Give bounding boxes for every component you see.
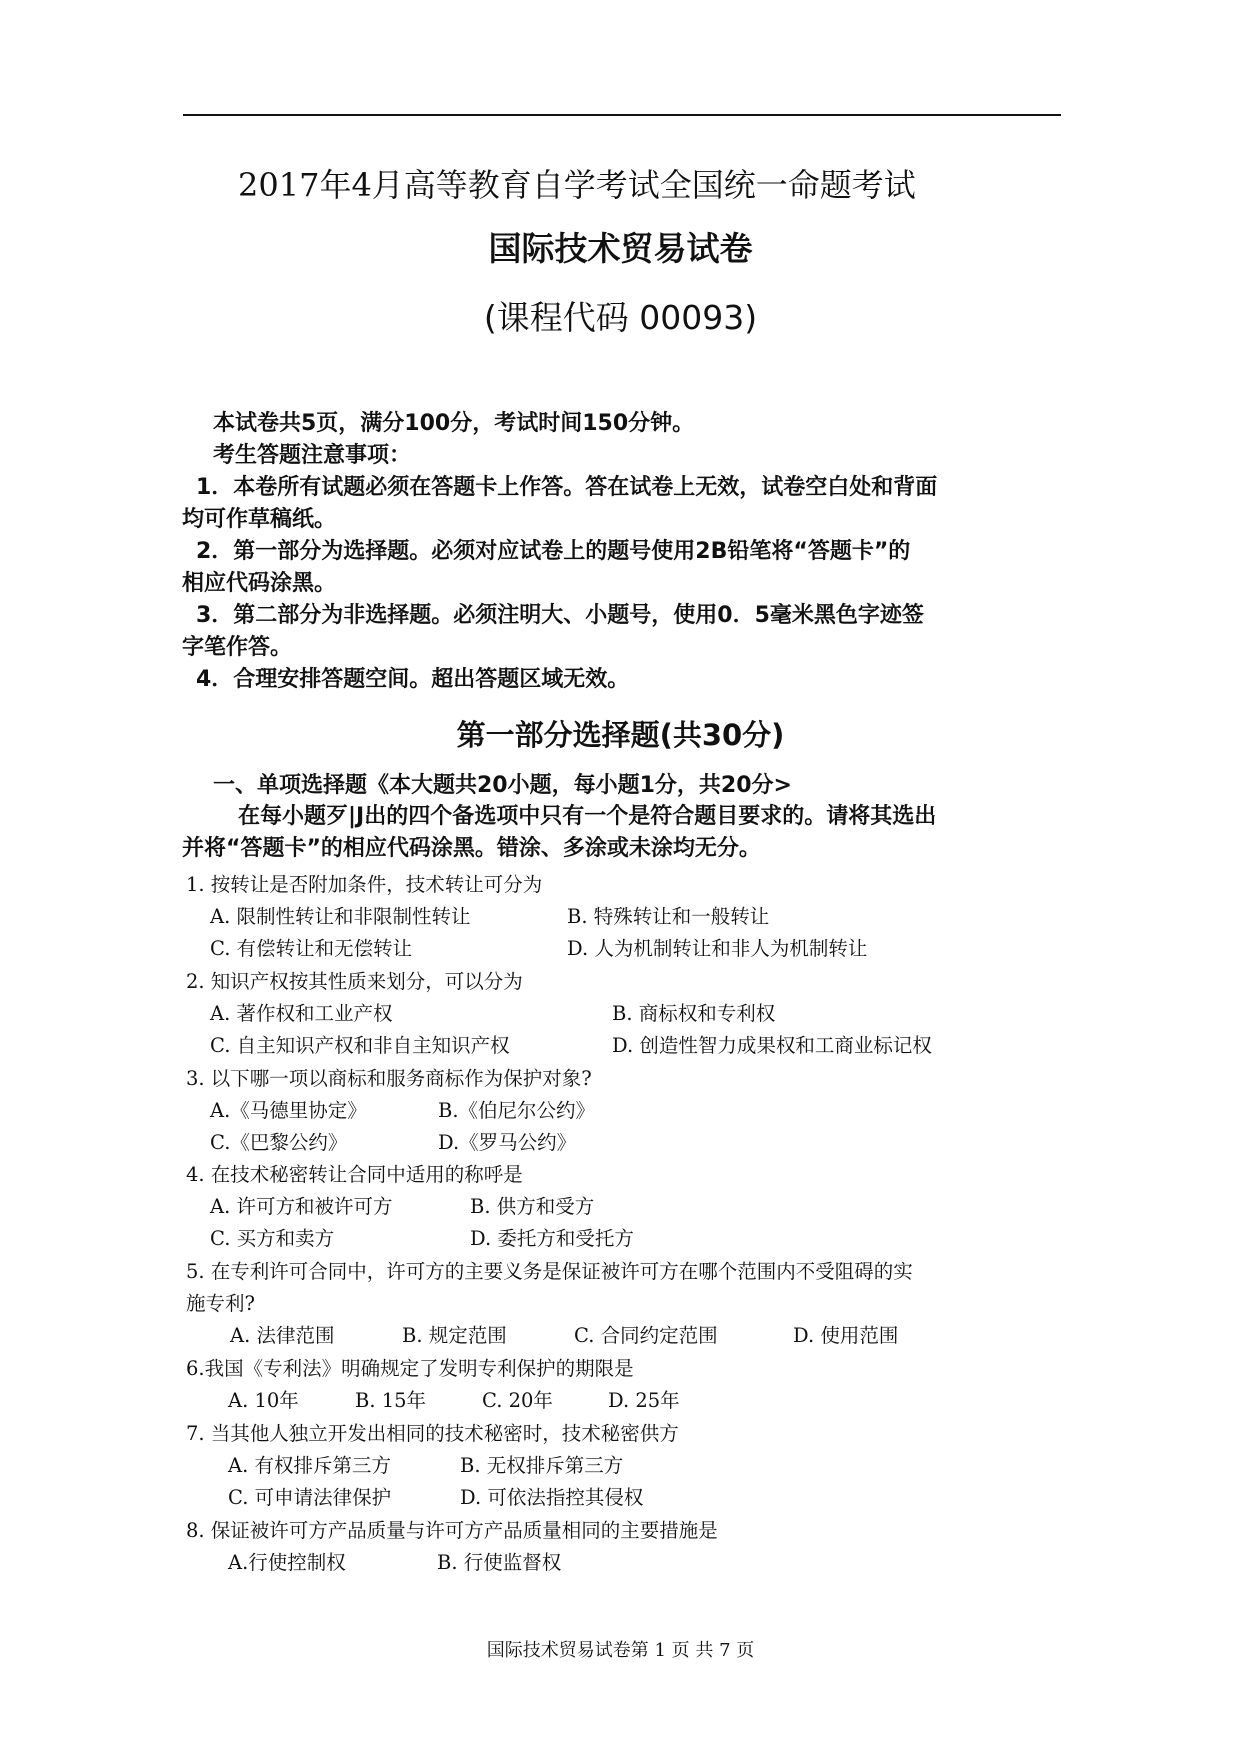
question-7-option-a: A. 有权排斥第三方: [228, 1454, 391, 1477]
page-footer: 国际技术贸易试卷第 1 页 共 7 页: [486, 1640, 755, 1661]
question-3-option-a: A.《马德里协定》: [210, 1099, 367, 1122]
question-1-option-c: C. 有偿转让和无偿转让: [210, 937, 413, 960]
question-1-stem: 1. 按转让是否附加条件，技术转让可分为: [186, 873, 543, 896]
question-4-stem: 4. 在技术秘密转让合同中适用的称呼是: [186, 1163, 523, 1186]
question-3-stem: 3. 以下哪一项以商标和服务商标作为保护对象?: [186, 1067, 592, 1090]
question-6-option-c: C. 20年: [482, 1389, 553, 1412]
note-item: [186, 472, 1062, 504]
section-title: 第一部分选择题(共30分): [456, 718, 785, 752]
question-1-option-d: D. 人为机制转让和非人为机制转让: [567, 937, 868, 960]
exam-notes: [182, 408, 1062, 696]
note-line: 3．第二部分为非选择题。必须注明大、小题号，使用0．5毫米黑色字迹签: [196, 603, 924, 628]
question-1-option-a: A. 限制性转让和非限制性转让: [210, 905, 471, 928]
question-4-option-b: B. 供方和受方: [470, 1195, 595, 1218]
question-8-option-a: A.行使控制权: [228, 1551, 346, 1574]
question-5-option-a: A. 法律范围: [230, 1324, 335, 1347]
question-5-stem-cont: 施专利?: [186, 1292, 255, 1315]
question-6-option-b: B. 15年: [355, 1389, 427, 1412]
question-8-stem: 8. 保证被许可方产品质量与许可方产品质量相同的主要措施是: [186, 1519, 718, 1542]
instruction-line: 在每小题歹|J出的四个备选项中只有一个是符合题目要求的。请将其选出: [238, 804, 937, 829]
question-5-option-d: D. 使用范围: [793, 1324, 899, 1347]
question-6-stem: 6.我国《专利法》明确规定了发明专利保护的期限是: [186, 1357, 634, 1380]
notes-heading: 考生答题注意事项：: [213, 443, 412, 468]
question-4-option-d: D. 委托方和受托方: [470, 1227, 634, 1250]
notes-intro: 本试卷共5页，满分100分，考试时间150分钟。: [213, 411, 695, 436]
note-item: [186, 536, 1062, 568]
question-1-option-b: B. 特殊转让和一般转让: [567, 905, 770, 928]
question-7-option-d: D. 可依法指控其侵权: [460, 1486, 644, 1509]
question-8-option-b: B. 行使监督权: [437, 1551, 562, 1574]
question-6-option-a: A. 10年: [228, 1389, 299, 1412]
note-line: 4．合理安排答题空间。超出答题区域无效。: [196, 667, 630, 692]
question-7-stem: 7. 当其他人独立开发出相同的技术秘密时，技术秘密供方: [186, 1422, 679, 1445]
question-3-option-d: D.《罗马公约》: [438, 1131, 577, 1154]
question-5-option-b: B. 规定范围: [402, 1324, 507, 1347]
question-5-option-c: C. 合同约定范围: [574, 1324, 718, 1347]
note-line: 1．本卷所有试题必须在答题卡上作答。答在试卷上无效，试卷空白处和背面: [196, 475, 938, 500]
question-3-option-c: C.《巴黎公约》: [210, 1131, 348, 1154]
exam-title: 2017年4月高等教育自学考试全国统一命题考试: [238, 166, 916, 204]
question-7-option-b: B. 无权排斥第三方: [460, 1454, 624, 1477]
note-item-cont: 均可作草稿纸。: [182, 507, 337, 532]
question-2-option-d: D. 创造性智力成果权和工商业标记权: [612, 1034, 932, 1057]
part-instructions: [182, 801, 1062, 865]
question-2-stem: 2. 知识产权按其性质来划分，可以分为: [186, 970, 523, 993]
question-4-option-a: A. 许可方和被许可方: [210, 1195, 393, 1218]
note-item-cont: 字笔作答。: [182, 635, 293, 660]
question-6-option-d: D. 25年: [608, 1389, 680, 1412]
question-2-option-a: A. 著作权和工业产权: [210, 1002, 393, 1025]
question-3-option-b: B.《伯尼尔公约》: [438, 1099, 596, 1122]
paper-title: 国际技术贸易试卷: [488, 229, 753, 268]
note-item: [186, 664, 1062, 696]
course-code: (课程代码 00093): [483, 298, 758, 337]
question-2-option-b: B. 商标权和专利权: [612, 1002, 776, 1025]
part-heading: 一、单项选择题《本大题共20小题，每小题1分，共20分>: [213, 773, 792, 798]
question-4-option-c: C. 买方和卖方: [210, 1227, 335, 1250]
question-7-option-c: C. 可申请法律保护: [228, 1486, 392, 1509]
question-5-stem: 5. 在专利许可合同中，许可方的主要义务是保证被许可方在哪个范围内不受阻碍的实: [186, 1260, 913, 1283]
question-2-option-c: C. 自主知识产权和非自主知识产权: [210, 1034, 510, 1057]
note-line: 2．第一部分为选择题。必须对应试卷上的题号使用2B铅笔将“答题卡”的: [196, 539, 911, 564]
note-item: [186, 600, 1062, 632]
instruction-line: 并将“答题卡”的相应代码涂黑。错涂、多涂或未涂均无分。: [182, 836, 761, 861]
header-rule: [183, 114, 1061, 116]
note-item-cont: 相应代码涂黑。: [182, 571, 337, 596]
